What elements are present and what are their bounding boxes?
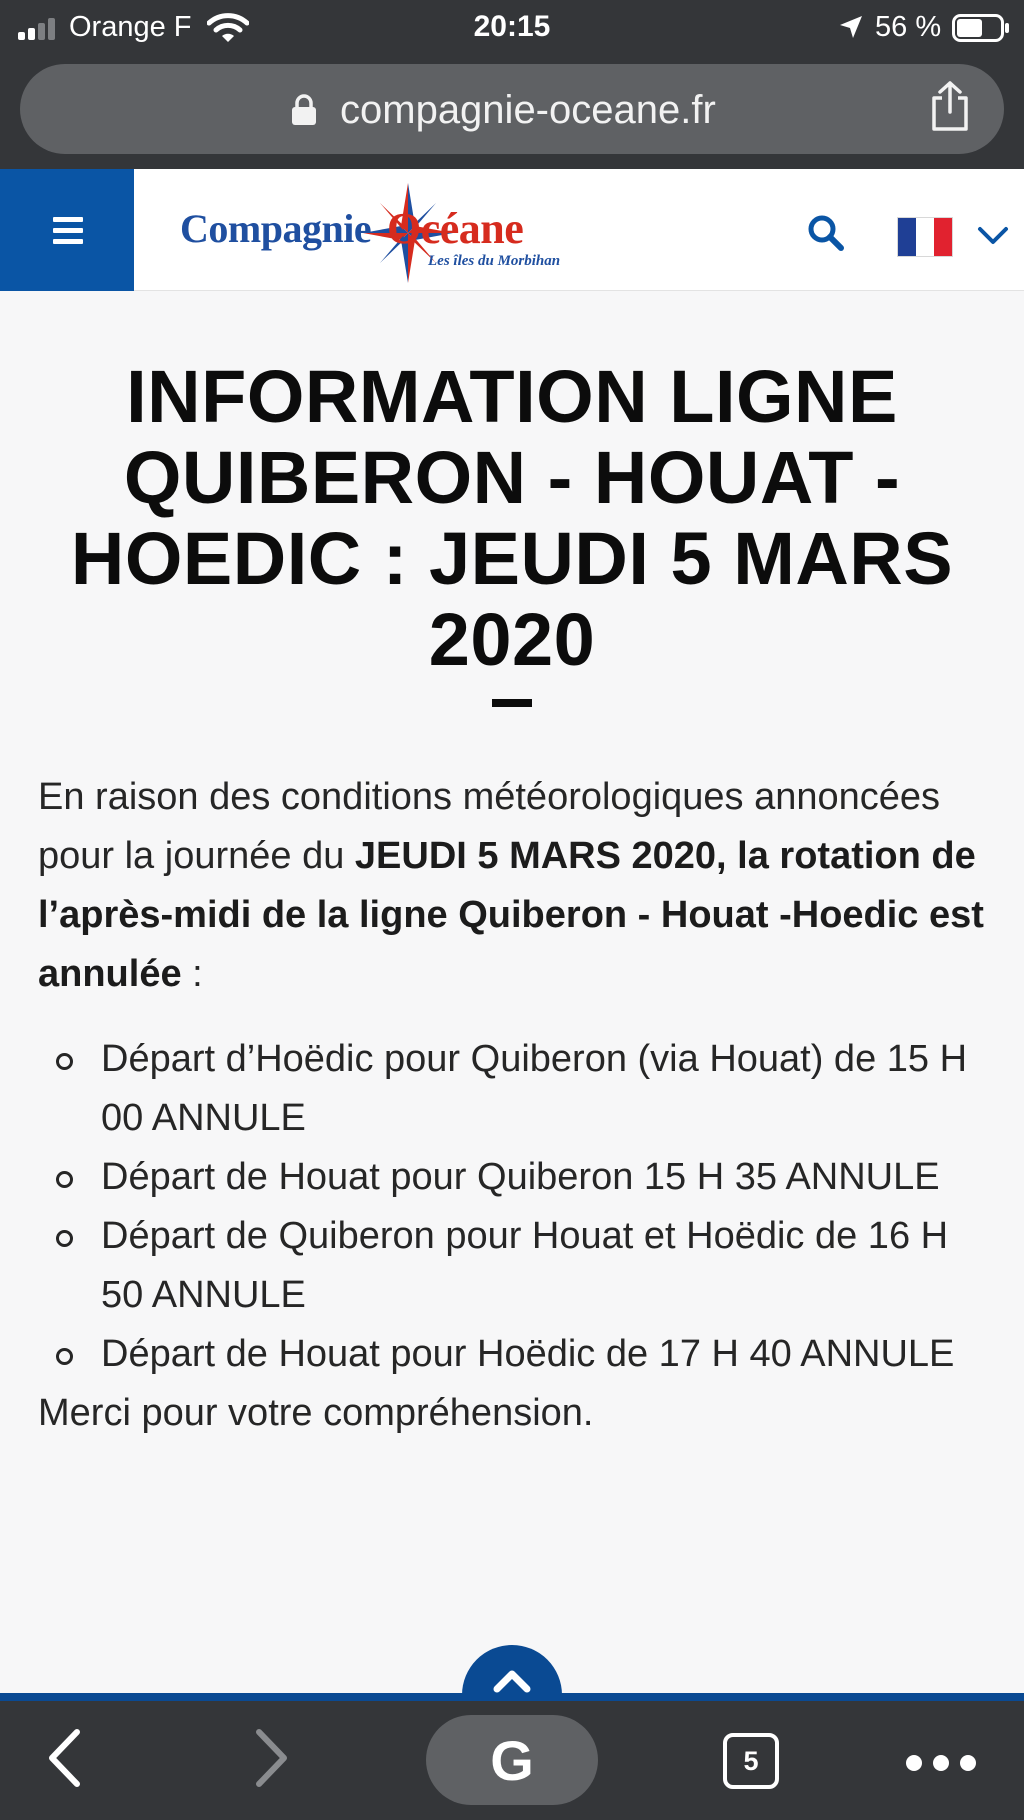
hamburger-icon bbox=[53, 217, 83, 222]
chevron-right-icon[interactable] bbox=[252, 1727, 292, 1789]
share-icon[interactable] bbox=[928, 80, 972, 132]
logo-word-compagnie: Compagnie bbox=[180, 206, 372, 251]
bullet-circle-icon bbox=[56, 1053, 73, 1070]
url-text[interactable]: compagnie-oceane.fr bbox=[340, 88, 716, 132]
flag-stripe-red bbox=[934, 218, 952, 256]
bullet-circle-icon bbox=[56, 1348, 73, 1365]
site-header bbox=[0, 169, 1024, 291]
intro-bold: JEUDI 5 MARS 2020, la rotation de l’après-midi de la ligne Quiberon - Houat -Hoedic est annulée bbox=[38, 835, 984, 995]
intro-suffix: : bbox=[181, 953, 203, 995]
list-item: Départ d’Hoëdic pour Quiberon (via Houat) de 15 H 00 ANNULE bbox=[38, 1030, 988, 1148]
google-search-button[interactable] bbox=[426, 1715, 598, 1805]
flag-stripe-blue bbox=[898, 218, 916, 256]
browser-bottom-toolbar bbox=[0, 1701, 1024, 1820]
chevron-left-icon[interactable] bbox=[44, 1727, 84, 1789]
list-item: Départ de Quiberon pour Houat et Hoëdic de 16 H 50 ANNULE bbox=[38, 1207, 988, 1325]
site-logo[interactable] bbox=[176, 183, 566, 283]
battery-icon bbox=[952, 14, 1010, 42]
menu-button[interactable] bbox=[0, 169, 134, 291]
tabs-button[interactable]: 5 bbox=[723, 1733, 779, 1789]
title-divider bbox=[492, 699, 532, 707]
search-icon[interactable] bbox=[806, 213, 846, 253]
flag-stripe-white bbox=[916, 218, 934, 256]
ellipsis-icon[interactable] bbox=[906, 1753, 976, 1773]
chevron-down-icon[interactable] bbox=[977, 225, 1009, 247]
carrier-name: Orange F bbox=[69, 11, 192, 43]
departure-list bbox=[38, 1030, 988, 1384]
bullet-circle-icon bbox=[56, 1171, 73, 1188]
article-title: INFORMATION LIGNE QUIBERON - HOUAT - HOEDIC : JEUDI 5 MARS 2020 bbox=[70, 355, 954, 681]
bullet-circle-icon bbox=[56, 1230, 73, 1247]
intro-prefix: En raison des conditions météorologiques annoncées pour la journée du bbox=[38, 776, 941, 877]
logo-tagline: Les îles du Morbihan bbox=[428, 253, 561, 269]
status-bar bbox=[0, 0, 1024, 58]
list-item: Départ de Houat pour Quiberon 15 H 35 ANNULE bbox=[38, 1148, 988, 1207]
chevron-up-icon bbox=[492, 1667, 532, 1695]
status-time: 20:15 bbox=[473, 10, 551, 43]
article-body bbox=[38, 768, 988, 1443]
closing-text: Merci pour votre compréhension. bbox=[38, 1392, 594, 1434]
svg-text:G: G bbox=[490, 1732, 534, 1790]
battery-percent: 56 % bbox=[875, 11, 942, 43]
browser-top-chrome bbox=[0, 0, 1024, 169]
lock-icon bbox=[291, 94, 317, 126]
intro-paragraph bbox=[38, 768, 988, 1004]
list-item: Départ de Houat pour Hoëdic de 17 H 40 ANNULE bbox=[38, 1325, 988, 1384]
google-g-icon bbox=[483, 1732, 541, 1790]
logo-word-oceane: Océane bbox=[387, 204, 524, 253]
location-arrow-icon bbox=[838, 14, 864, 40]
language-flag-fr[interactable] bbox=[897, 217, 953, 257]
